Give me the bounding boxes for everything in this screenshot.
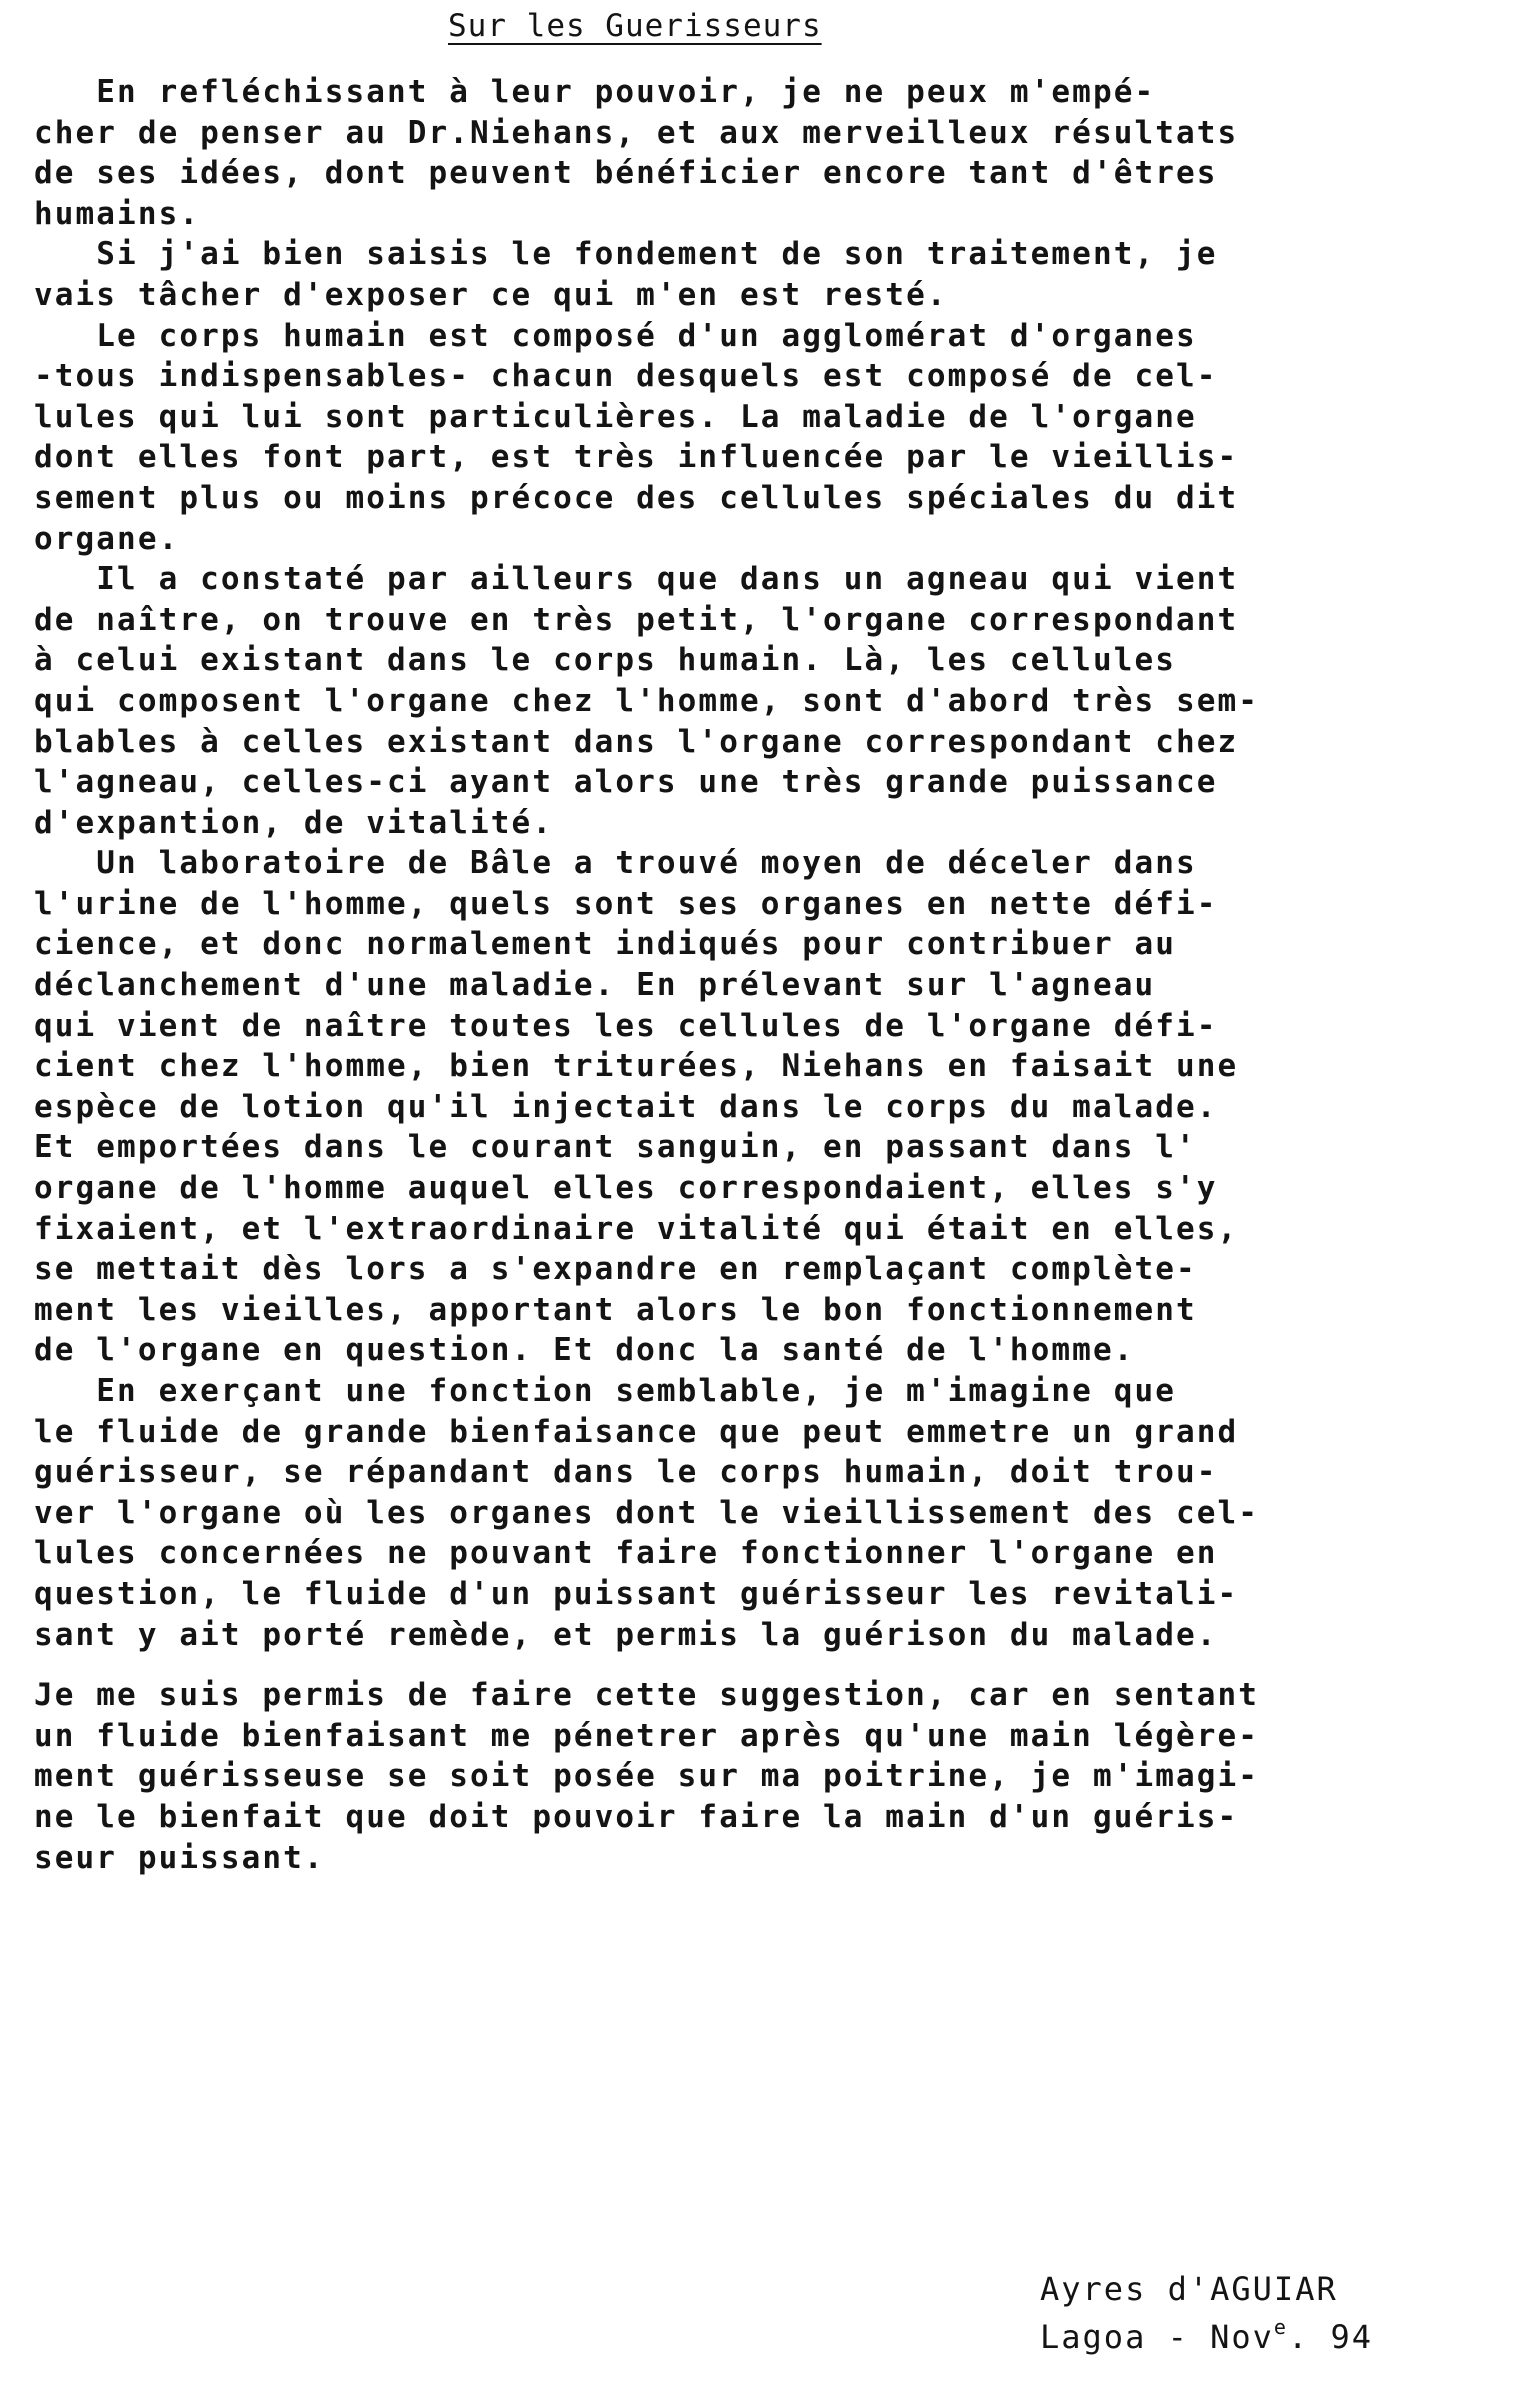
text-line: sant y ait porté remède, et permis la guérison du malade.	[34, 1616, 1218, 1653]
text-line: lules qui lui sont particulières. La maladie de l'organe	[34, 398, 1197, 435]
text-line: organe de l'homme auquel elles correspondaient, elles s'y	[34, 1170, 1218, 1207]
document-title: Sur les Guerisseurs	[448, 8, 822, 44]
text-line: guérisseur, se répandant dans le corps humain, doit trou-	[34, 1454, 1218, 1491]
text-line: l'urine de l'homme, quels sont ses organes en nette défi-	[34, 885, 1218, 922]
text-line: ment les vieilles, apportant alors le bon fonctionnement	[34, 1291, 1197, 1328]
text-line: qui composent l'organe chez l'homme, sont d'abord très sem-	[34, 682, 1260, 719]
text-line: d'expantion, de vitalité.	[34, 804, 554, 841]
text-line: Si j'ai bien saisis le fondement de son traitement, je	[34, 236, 1218, 273]
text-line: à celui existant dans le corps humain. Là, les cellules	[34, 642, 1176, 679]
signature-year: . 94	[1287, 2318, 1374, 2356]
paragraph-gap	[34, 1655, 1494, 1675]
text-line: espèce de lotion qu'il injectait dans le corps du malade.	[34, 1088, 1218, 1125]
text-line: En exerçant une fonction semblable, je m'imagine que	[34, 1373, 1176, 1409]
signature-place-date	[1040, 2313, 1373, 2361]
text-line: l'agneau, celles-ci ayant alors une très grande puissance	[34, 764, 1218, 801]
signature-place: Lagoa - Nov	[1040, 2318, 1274, 2356]
text-line: humains.	[34, 195, 201, 232]
signature-block	[1040, 2265, 1373, 2361]
text-line: cher de penser au Dr.Niehans, et aux merveilleux résultats	[34, 114, 1239, 151]
text-line: blables à celles existant dans l'organe correspondant chez	[34, 723, 1239, 760]
closing-text-line: un fluide bienfaisant me pénetrer après qu'une main légère-	[34, 1717, 1260, 1754]
text-line: vais tâcher d'exposer ce qui m'en est resté.	[34, 276, 948, 313]
text-line: Un laboratoire de Bâle a trouvé moyen de déceler dans	[34, 845, 1197, 882]
text-line: fixaient, et l'extraordinaire vitalité qui était en elles,	[34, 1210, 1239, 1247]
closing-text-line: seur puissant.	[34, 1839, 325, 1876]
text-line: Et emportées dans le courant sanguin, en passant dans l'	[34, 1129, 1197, 1166]
text-line: organe.	[34, 520, 180, 557]
text-line: Le corps humain est composé d'un agglomérat d'organes	[34, 317, 1197, 354]
text-line: qui vient de naître toutes les cellules de l'organe défi-	[34, 1007, 1218, 1044]
text-line: sement plus ou moins précoce des cellules spéciales du dit	[34, 479, 1239, 516]
text-line: dont elles font part, est très influencée par le vieillis-	[34, 439, 1239, 476]
closing-text-line: ne le bienfait que doit pouvoir faire la main d'un guéris-	[34, 1798, 1239, 1835]
text-line: cience, et donc normalement indiqués pour contribuer au	[34, 926, 1176, 963]
text-line: ver l'organe où les organes dont le vieillissement des cel-	[34, 1494, 1260, 1531]
body-text	[34, 72, 1494, 1878]
main-paragraphs	[34, 72, 1494, 1655]
signature-name: Ayres d'AGUIAR	[1040, 2270, 1338, 2308]
text-line: de l'organe en question. Et donc la santé de l'homme.	[34, 1332, 1135, 1369]
text-line: -tous indispensables- chacun desquels est composé de cel-	[34, 358, 1218, 395]
text-line: lules concernées ne pouvant faire fonctionner l'organe en	[34, 1535, 1218, 1572]
closing-text-line: ment guérisseuse se soit posée sur ma poitrine, je m'imagi-	[34, 1758, 1260, 1795]
text-line: En refléchissant à leur pouvoir, je ne peux m'empé-	[34, 74, 1156, 110]
text-line: le fluide de grande bienfaisance que peut emmetre un grand	[34, 1413, 1239, 1450]
closing-text-line: Je me suis permis de faire cette suggestion, car en sentant	[34, 1677, 1260, 1714]
signature-month-superscript: e	[1273, 2315, 1288, 2339]
text-line: de naître, on trouve en très petit, l'organe correspondant	[34, 601, 1239, 638]
text-line: question, le fluide d'un puissant guérisseur les revitali-	[34, 1575, 1239, 1612]
closing-paragraph	[34, 1675, 1494, 1878]
text-line: de ses idées, dont peuvent bénéficier encore tant d'êtres	[34, 155, 1218, 192]
text-line: cient chez l'homme, bien triturées, Niehans en faisait une	[34, 1048, 1239, 1085]
text-line: Il a constaté par ailleurs que dans un agneau qui vient	[34, 561, 1239, 598]
text-line: se mettait dès lors a s'expandre en remplaçant complète-	[34, 1251, 1197, 1288]
text-line: déclanchement d'une maladie. En prélevant sur l'agneau	[34, 967, 1156, 1004]
